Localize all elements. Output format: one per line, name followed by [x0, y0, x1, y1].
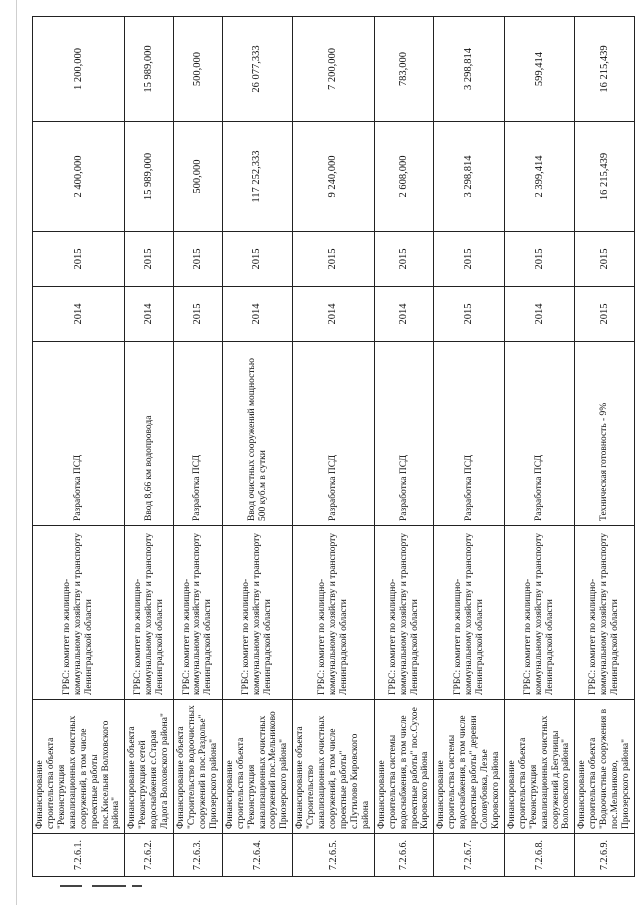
rotated-table-wrapper — [32, 17, 630, 877]
end-year-cell: 2015 — [434, 232, 505, 287]
activity-name-cell: Финансирование строительства объекта "Реконструкция канализационных очистных сооружений д.Бегуницы Волосовского района" — [504, 700, 575, 834]
amount-total-cell: 2 608,000 — [374, 122, 434, 232]
responsible-org-cell: ГРБС: комитет по жилищно-коммунальному хозяйству и транспорту Ленинградской области — [374, 526, 434, 700]
table-row — [222, 17, 293, 877]
activity-name-cell: Финансирование строительства системы водоснабжения, в том числе проектные работы" деревни Соловубовка, Лезье Кировского района — [434, 700, 505, 834]
table-row — [575, 17, 635, 877]
amount-year-cell: 26 077,333 — [222, 17, 293, 122]
row-number-cell: 7.2.6.2. — [125, 834, 174, 877]
expected-result-cell: Ввод очистных сооружений мощностью 500 куб.м в сутки — [222, 342, 293, 526]
amount-total-cell: 2 400,000 — [33, 122, 125, 232]
row-number-cell: 7.2.6.1. — [33, 834, 125, 877]
activity-name-cell: Финансирование строительства объекта "Реконструкция канализационных очистных сооружений, в том числе проектные работы пос.Кисельня Волховского района" — [33, 700, 125, 834]
amount-year-cell: 1 200,000 — [33, 17, 125, 122]
activity-name-cell: Финансирование строительства объекта "Водоочистные сооружения в пос.Мельниково, Приозерского района" — [575, 700, 635, 834]
expected-result-cell: Разработка ПСД — [434, 342, 505, 526]
amount-total-cell: 15 989,000 — [125, 122, 174, 232]
start-year-cell: 2014 — [293, 287, 374, 342]
start-year-cell: 2014 — [504, 287, 575, 342]
row-number-cell: 7.2.6.3. — [174, 834, 223, 877]
activity-name-cell: Финансирование объекта "Строительство водоочистных сооружений в пос.Раздолье" Приозерского района" — [174, 700, 223, 834]
activity-name-cell: Финансирование строительства системы водоснабжения, в том числе проектные работы" пос.Сухое Кировского района — [374, 700, 434, 834]
scan-mark — [132, 885, 142, 887]
responsible-org-cell: ГРБС: комитет по жилищно-коммунальному хозяйству и транспорту Ленинградской области — [222, 526, 293, 700]
start-year-cell: 2015 — [575, 287, 635, 342]
responsible-org-cell: ГРБС: комитет по жилищно-коммунальному хозяйству и транспорту Ленинградской области — [125, 526, 174, 700]
amount-total-cell: 117 252,333 — [222, 122, 293, 232]
amount-total-cell: 500,000 — [174, 122, 223, 232]
table-row — [504, 17, 575, 877]
amount-total-cell: 2 399,414 — [504, 122, 575, 232]
amount-total-cell: 3 298,814 — [434, 122, 505, 232]
row-number-cell: 7.2.6.6. — [374, 834, 434, 877]
start-year-cell: 2014 — [33, 287, 125, 342]
expected-result-cell: Разработка ПСД — [33, 342, 125, 526]
expected-result-cell: Разработка ПСД — [293, 342, 374, 526]
expected-result-cell: Разработка ПСД — [374, 342, 434, 526]
table-row — [33, 17, 125, 877]
row-number-cell: 7.2.6.5. — [293, 834, 374, 877]
table-row — [174, 17, 223, 877]
row-number-cell: 7.2.6.4. — [222, 834, 293, 877]
amount-year-cell: 500,000 — [174, 17, 223, 122]
scan-mark — [92, 885, 126, 887]
table-row — [374, 17, 434, 877]
expected-result-cell: Ввод 8,66 км водопровода — [125, 342, 174, 526]
responsible-org-cell: ГРБС: комитет по жилищно-коммунальному хозяйству и транспорту Ленинградской области — [504, 526, 575, 700]
end-year-cell: 2015 — [504, 232, 575, 287]
responsible-org-cell: ГРБС: комитет по жилищно-коммунальному хозяйству и транспорту Ленинградской области — [33, 526, 125, 700]
expected-result-cell: Разработка ПСД — [174, 342, 223, 526]
activity-name-cell: Финансирование объекта "Строительство канализационных очистных сооружений, в том числе проектные работы" с.Путилово Кировского района — [293, 700, 374, 834]
amount-year-cell: 783,000 — [374, 17, 434, 122]
start-year-cell: 2014 — [125, 287, 174, 342]
activity-name-cell: Финансирование объекта "Реконструкция сетей водоснабжения с.Старая Ладога Волховского района" — [125, 700, 174, 834]
program-activities-table — [32, 16, 635, 877]
responsible-org-cell: ГРБС: комитет по жилищно-коммунальному хозяйству и транспорту Ленинградской области — [434, 526, 505, 700]
expected-result-cell: Техническая готовность - 9% — [575, 342, 635, 526]
start-year-cell: 2015 — [174, 287, 223, 342]
amount-year-cell: 15 989,000 — [125, 17, 174, 122]
table-row — [293, 17, 374, 877]
expected-result-cell: Разработка ПСД — [504, 342, 575, 526]
responsible-org-cell: ГРБС: комитет по жилищно-коммунальному хозяйству и транспорту Ленинградской области — [174, 526, 223, 700]
start-year-cell: 2014 — [374, 287, 434, 342]
table-row — [434, 17, 505, 877]
end-year-cell: 2015 — [293, 232, 374, 287]
responsible-org-cell: ГРБС: комитет по жилищно-коммунальному хозяйству и транспорту Ленинградской области — [293, 526, 374, 700]
table-row — [125, 17, 174, 877]
activity-name-cell: Финансирование строительства объекта "Реконструкция канализационных очистных сооружений пос.Мельниково Приозерского района" — [222, 700, 293, 834]
amount-year-cell: 599,414 — [504, 17, 575, 122]
scan-mark — [60, 885, 82, 887]
row-number-cell: 7.2.6.7. — [434, 834, 505, 877]
start-year-cell: 2014 — [222, 287, 293, 342]
end-year-cell: 2015 — [125, 232, 174, 287]
row-number-cell: 7.2.6.9. — [575, 834, 635, 877]
amount-total-cell: 9 240,000 — [293, 122, 374, 232]
amount-year-cell: 3 298,814 — [434, 17, 505, 122]
table-body — [33, 17, 635, 877]
end-year-cell: 2015 — [575, 232, 635, 287]
end-year-cell: 2015 — [374, 232, 434, 287]
end-year-cell: 2015 — [174, 232, 223, 287]
end-year-cell: 2015 — [33, 232, 125, 287]
responsible-org-cell: ГРБС: комитет по жилищно-коммунальному хозяйству и транспорту Ленинградской области — [575, 526, 635, 700]
start-year-cell: 2015 — [434, 287, 505, 342]
end-year-cell: 2015 — [222, 232, 293, 287]
amount-total-cell: 16 215,439 — [575, 122, 635, 232]
amount-year-cell: 16 215,439 — [575, 17, 635, 122]
row-number-cell: 7.2.6.8. — [504, 834, 575, 877]
page-edge-line — [16, 0, 17, 905]
amount-year-cell: 7 200,000 — [293, 17, 374, 122]
